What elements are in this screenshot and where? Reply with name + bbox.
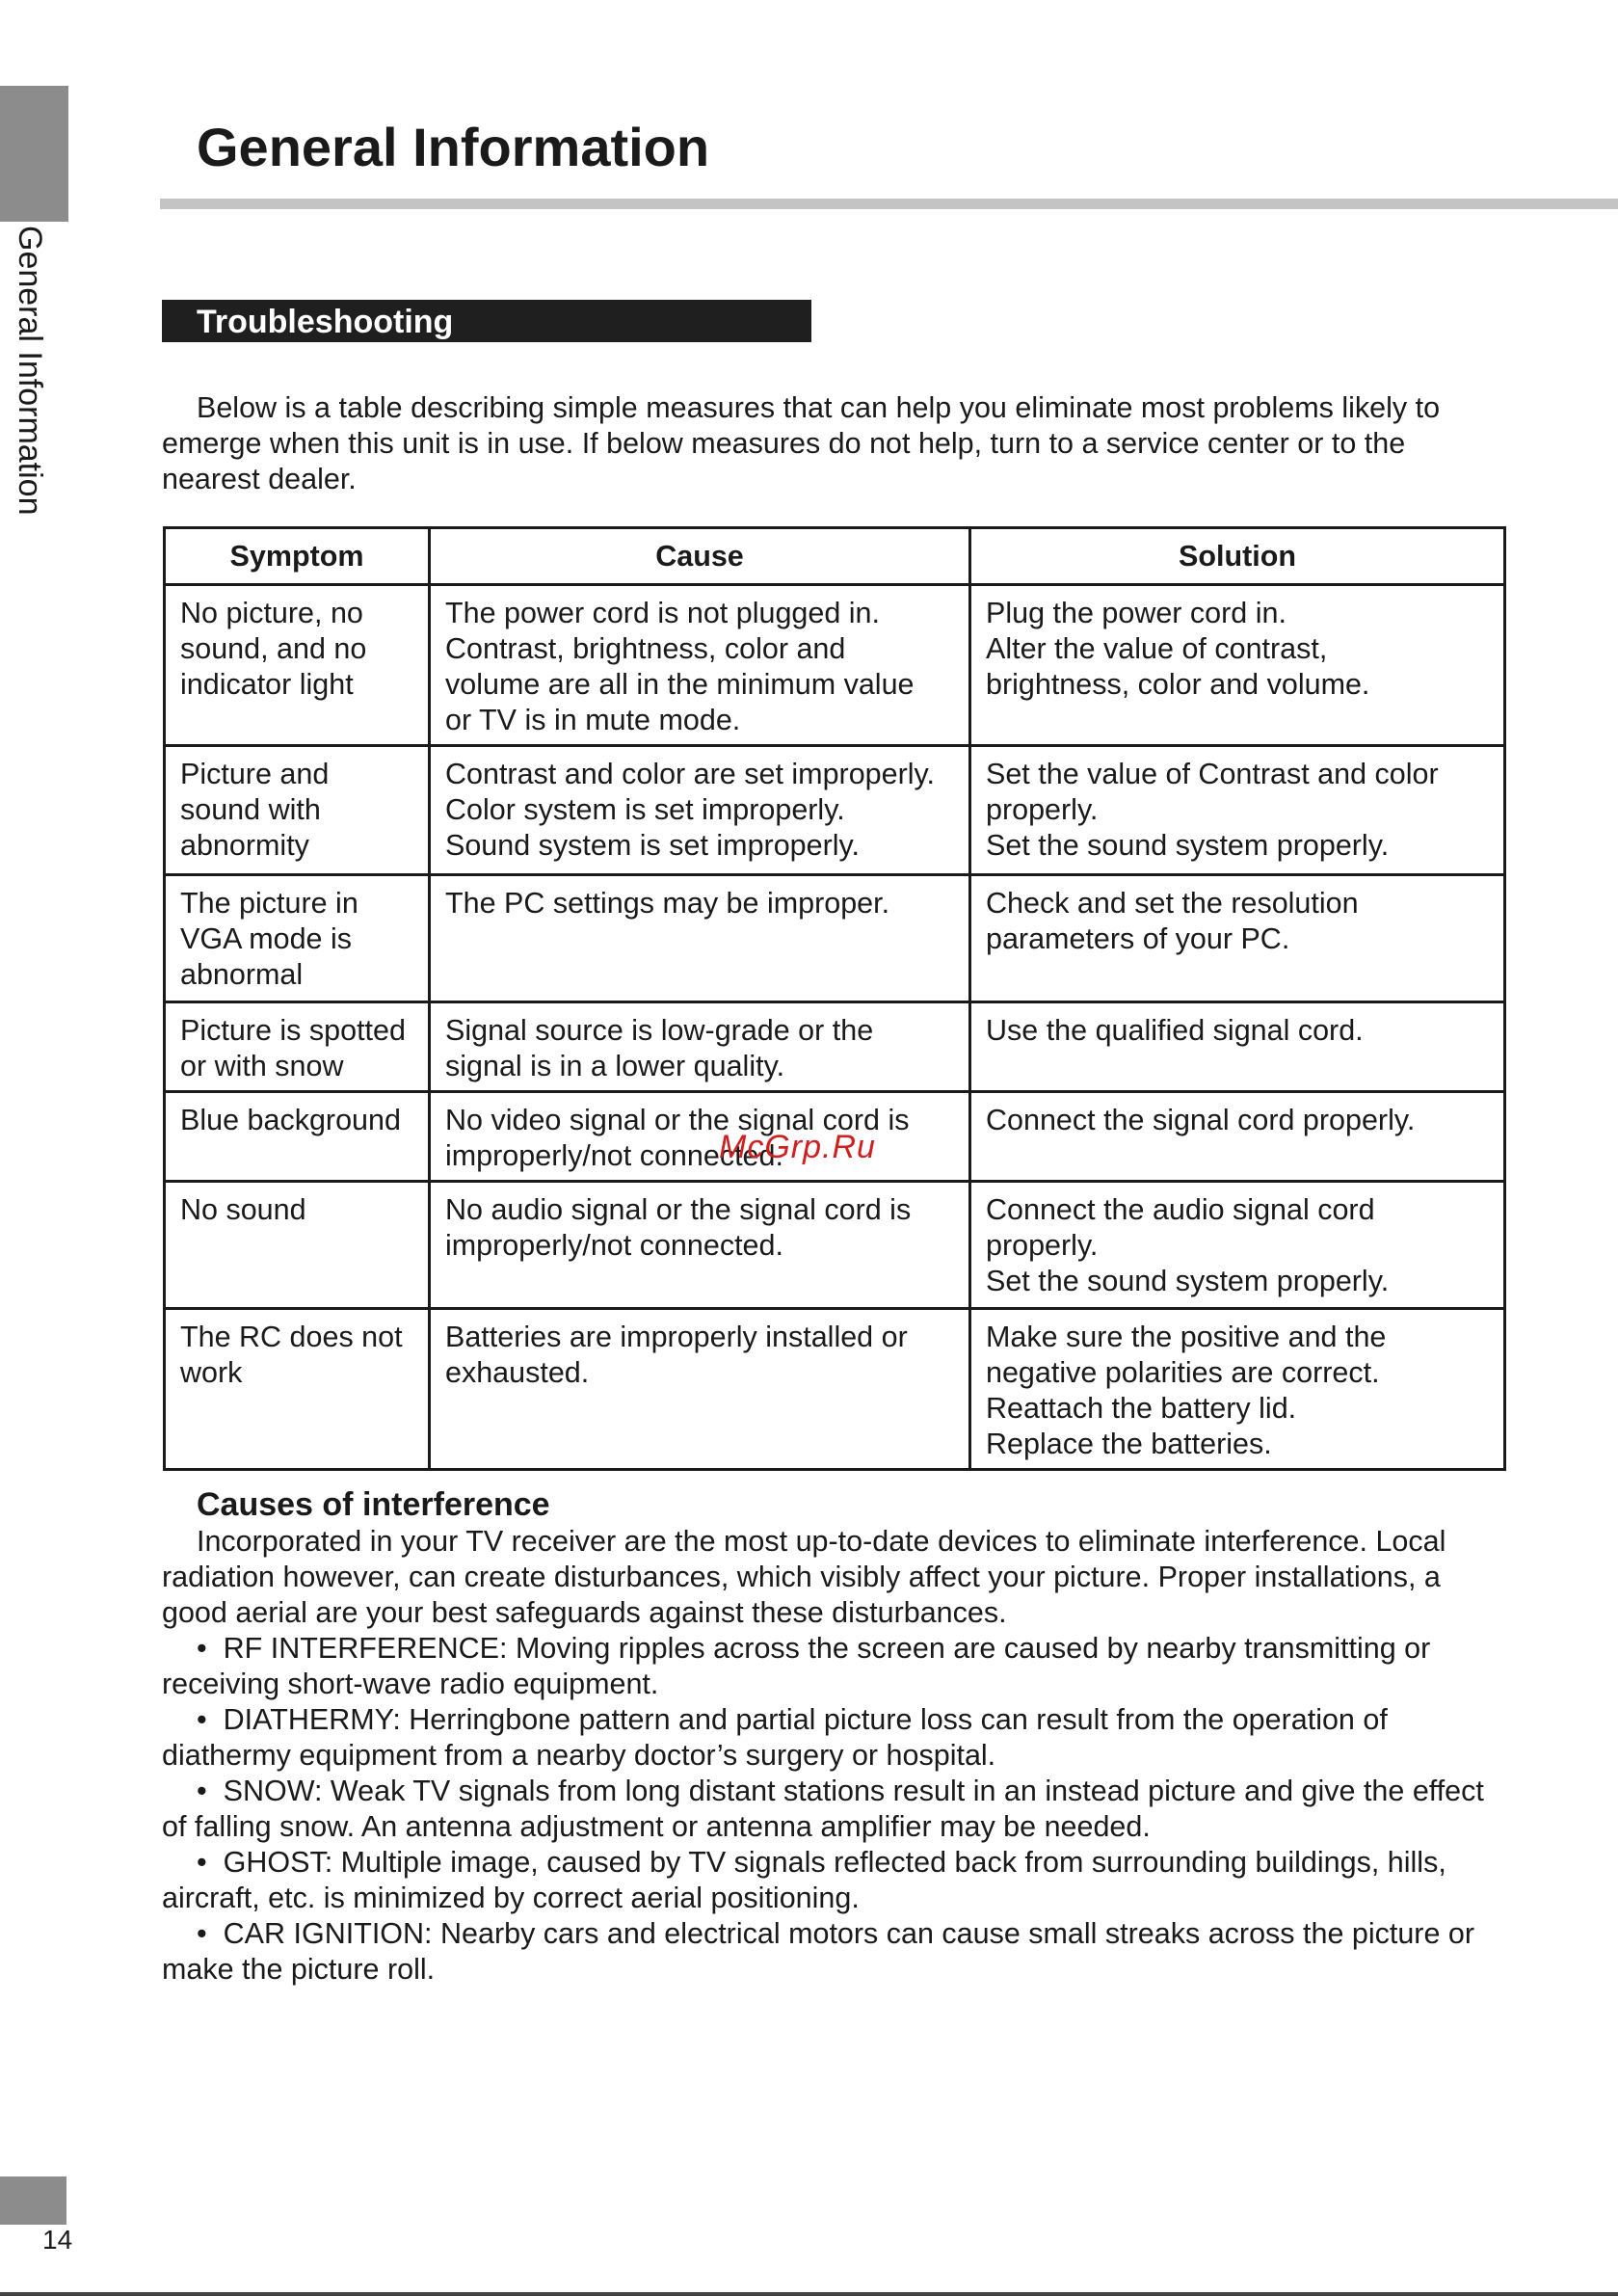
- solution-line: properly.: [986, 1229, 1099, 1262]
- symptom-line: or with snow: [180, 1050, 344, 1082]
- header-symptom: Symptom: [165, 528, 430, 585]
- bullet-icon: •: [197, 1703, 207, 1736]
- bullet-icon: •: [197, 1632, 207, 1665]
- symptom-line: Blue background: [180, 1104, 401, 1136]
- cause-cell: [430, 875, 970, 1002]
- symptom-line: No picture, no: [180, 597, 363, 629]
- solution-line: Set the sound system properly.: [986, 829, 1390, 862]
- cause-line: Sound system is set improperly.: [445, 829, 860, 862]
- symptom-line: VGA mode is: [180, 922, 352, 955]
- symptom-cell: [165, 585, 430, 746]
- symptom-cell: [165, 875, 430, 1002]
- symptom-line: Picture and: [180, 758, 330, 790]
- intro-paragraph: Below is a table describing simple measures that can help you eliminate most problems likely to emerge when this unit is in use. If below measures do not help, turn to a service center or to the nearest dealer.: [162, 391, 1441, 495]
- solution-line: properly.: [986, 793, 1099, 826]
- troubleshooting-table: [163, 526, 1506, 1471]
- solution-line: Connect the signal cord properly.: [986, 1104, 1416, 1136]
- symptom-cell: [165, 1002, 430, 1092]
- cause-cell: [430, 746, 970, 875]
- symptom-line: work: [180, 1356, 243, 1389]
- symptom-line: abnormity: [180, 829, 309, 862]
- symptom-line: The RC does not: [180, 1321, 403, 1353]
- cause-line: or TV is in mute mode.: [445, 704, 741, 736]
- solution-line: Check and set the resolution: [986, 887, 1359, 920]
- solution-cell: [970, 1182, 1505, 1309]
- cause-line: No audio signal or the signal cord is: [445, 1193, 912, 1226]
- cause-line: No video signal or the signal cord is: [445, 1104, 910, 1136]
- solution-line: Set the sound system properly.: [986, 1265, 1390, 1297]
- symptom-cell: [165, 1092, 430, 1182]
- page-number: 14: [42, 2225, 73, 2255]
- cause-line: The PC settings may be improper.: [445, 887, 890, 920]
- cause-line: Signal source is low-grade or the: [445, 1014, 874, 1047]
- header-solution: Solution: [970, 528, 1505, 585]
- solution-line: Make sure the positive and the: [986, 1321, 1387, 1353]
- symptom-line: The picture in: [180, 887, 358, 920]
- symptom-cell: [165, 1309, 430, 1470]
- table-row: [165, 746, 1505, 875]
- table-row: [165, 585, 1505, 746]
- solution-cell: [970, 585, 1505, 746]
- section-heading-bar: [162, 300, 811, 342]
- solution-cell: [970, 746, 1505, 875]
- causes-list: [162, 1631, 1511, 1988]
- cause-cell: [430, 585, 970, 746]
- cause-line: Contrast and color are set improperly.: [445, 758, 935, 790]
- causes-paragraph: Incorporated in your TV receiver are the most up-to-date devices to eliminate interference. Local radiation however, can create disturbances, which visibly affect your picture. Proper installations, a good aerial are your best safeguards against these disturbances.: [162, 1525, 1446, 1629]
- solution-cell: [970, 1092, 1505, 1182]
- solution-cell: [970, 1309, 1505, 1470]
- solution-line: Alter the value of contrast,: [986, 632, 1328, 665]
- cause-line: Contrast, brightness, color and: [445, 632, 846, 665]
- interference-item-text: CAR IGNITION: Nearby cars and electrical motors can cause small streaks across the picture or make the picture roll.: [162, 1917, 1475, 1986]
- bullet-icon: •: [197, 1917, 207, 1950]
- symptom-line: sound with: [180, 793, 321, 826]
- table-row: [165, 875, 1505, 1002]
- cause-cell: [430, 1092, 970, 1182]
- bottom-rule: [0, 2292, 1618, 2296]
- interference-item: [162, 1702, 1511, 1774]
- cause-line: Color system is set improperly.: [445, 793, 845, 826]
- solution-line: brightness, color and volume.: [986, 668, 1370, 701]
- side-tab-marker: [0, 86, 68, 222]
- cause-cell: [430, 1182, 970, 1309]
- symptom-cell: [165, 1182, 430, 1309]
- table-row: [165, 1182, 1505, 1309]
- cause-line: signal is in a lower quality.: [445, 1050, 785, 1082]
- side-section-label: General Information: [12, 226, 48, 516]
- solution-line: parameters of your PC.: [986, 922, 1290, 955]
- table-header-row: [165, 528, 1505, 585]
- cause-cell: [430, 1309, 970, 1470]
- interference-item: [162, 1631, 1511, 1702]
- cause-line: improperly/not connected.: [445, 1139, 783, 1172]
- symptom-line: No sound: [180, 1193, 306, 1226]
- interference-item-text: RF INTERFERENCE: Moving ripples across the screen are caused by nearby transmitting or receiving short-wave radio equipment.: [162, 1632, 1431, 1700]
- interference-item-text: DIATHERMY: Herringbone pattern and partial picture loss can result from the operation of diathermy equipment from a nearby doctor’s surgery or hospital.: [162, 1703, 1388, 1772]
- title-divider: [160, 199, 1618, 209]
- bullet-icon: •: [197, 1846, 207, 1879]
- table-row: [165, 1002, 1505, 1092]
- solution-line: negative polarities are correct.: [986, 1356, 1380, 1389]
- interference-item: [162, 1774, 1511, 1845]
- watermark: McGrp.Ru: [719, 1129, 876, 1165]
- solution-line: Connect the audio signal cord: [986, 1193, 1375, 1226]
- symptom-line: sound, and no: [180, 632, 367, 665]
- solution-cell: [970, 1002, 1505, 1092]
- table-row: [165, 1309, 1505, 1470]
- cause-line: improperly/not connected.: [445, 1229, 783, 1262]
- cause-cell: [430, 1002, 970, 1092]
- causes-section: [162, 1485, 1511, 1988]
- page-title: General Information: [197, 117, 710, 177]
- bullet-icon: •: [197, 1775, 207, 1807]
- section-heading: Troubleshooting: [197, 304, 454, 340]
- symptom-cell: [165, 746, 430, 875]
- cause-line: exhausted.: [445, 1356, 590, 1389]
- interference-item: [162, 1845, 1511, 1916]
- cause-line: The power cord is not plugged in.: [445, 597, 880, 629]
- symptom-line: indicator light: [180, 668, 354, 701]
- solution-line: Reattach the battery lid.: [986, 1392, 1297, 1425]
- side-tab-marker-bottom: [0, 2176, 66, 2225]
- cause-line: Batteries are improperly installed or: [445, 1321, 908, 1353]
- causes-heading: Causes of interference: [197, 1486, 550, 1523]
- solution-line: Use the qualified signal cord.: [986, 1014, 1364, 1047]
- cause-line: volume are all in the minimum value: [445, 668, 915, 701]
- solution-line: Plug the power cord in.: [986, 597, 1286, 629]
- interference-item-text: SNOW: Weak TV signals from long distant stations result in an instead picture and give the effect of falling snow. An antenna adjustment or antenna amplifier may be needed.: [162, 1775, 1484, 1843]
- solution-cell: [970, 875, 1505, 1002]
- symptom-line: Picture is spotted: [180, 1014, 406, 1047]
- interference-item: [162, 1916, 1511, 1988]
- symptom-line: abnormal: [180, 958, 304, 991]
- solution-line: Replace the batteries.: [986, 1428, 1272, 1460]
- interference-item-text: GHOST: Multiple image, caused by TV signals reflected back from surrounding buildings, hills, aircraft, etc. is minimized by correct aerial positioning.: [162, 1846, 1446, 1914]
- solution-line: Set the value of Contrast and color: [986, 758, 1439, 790]
- header-cause: Cause: [430, 528, 970, 585]
